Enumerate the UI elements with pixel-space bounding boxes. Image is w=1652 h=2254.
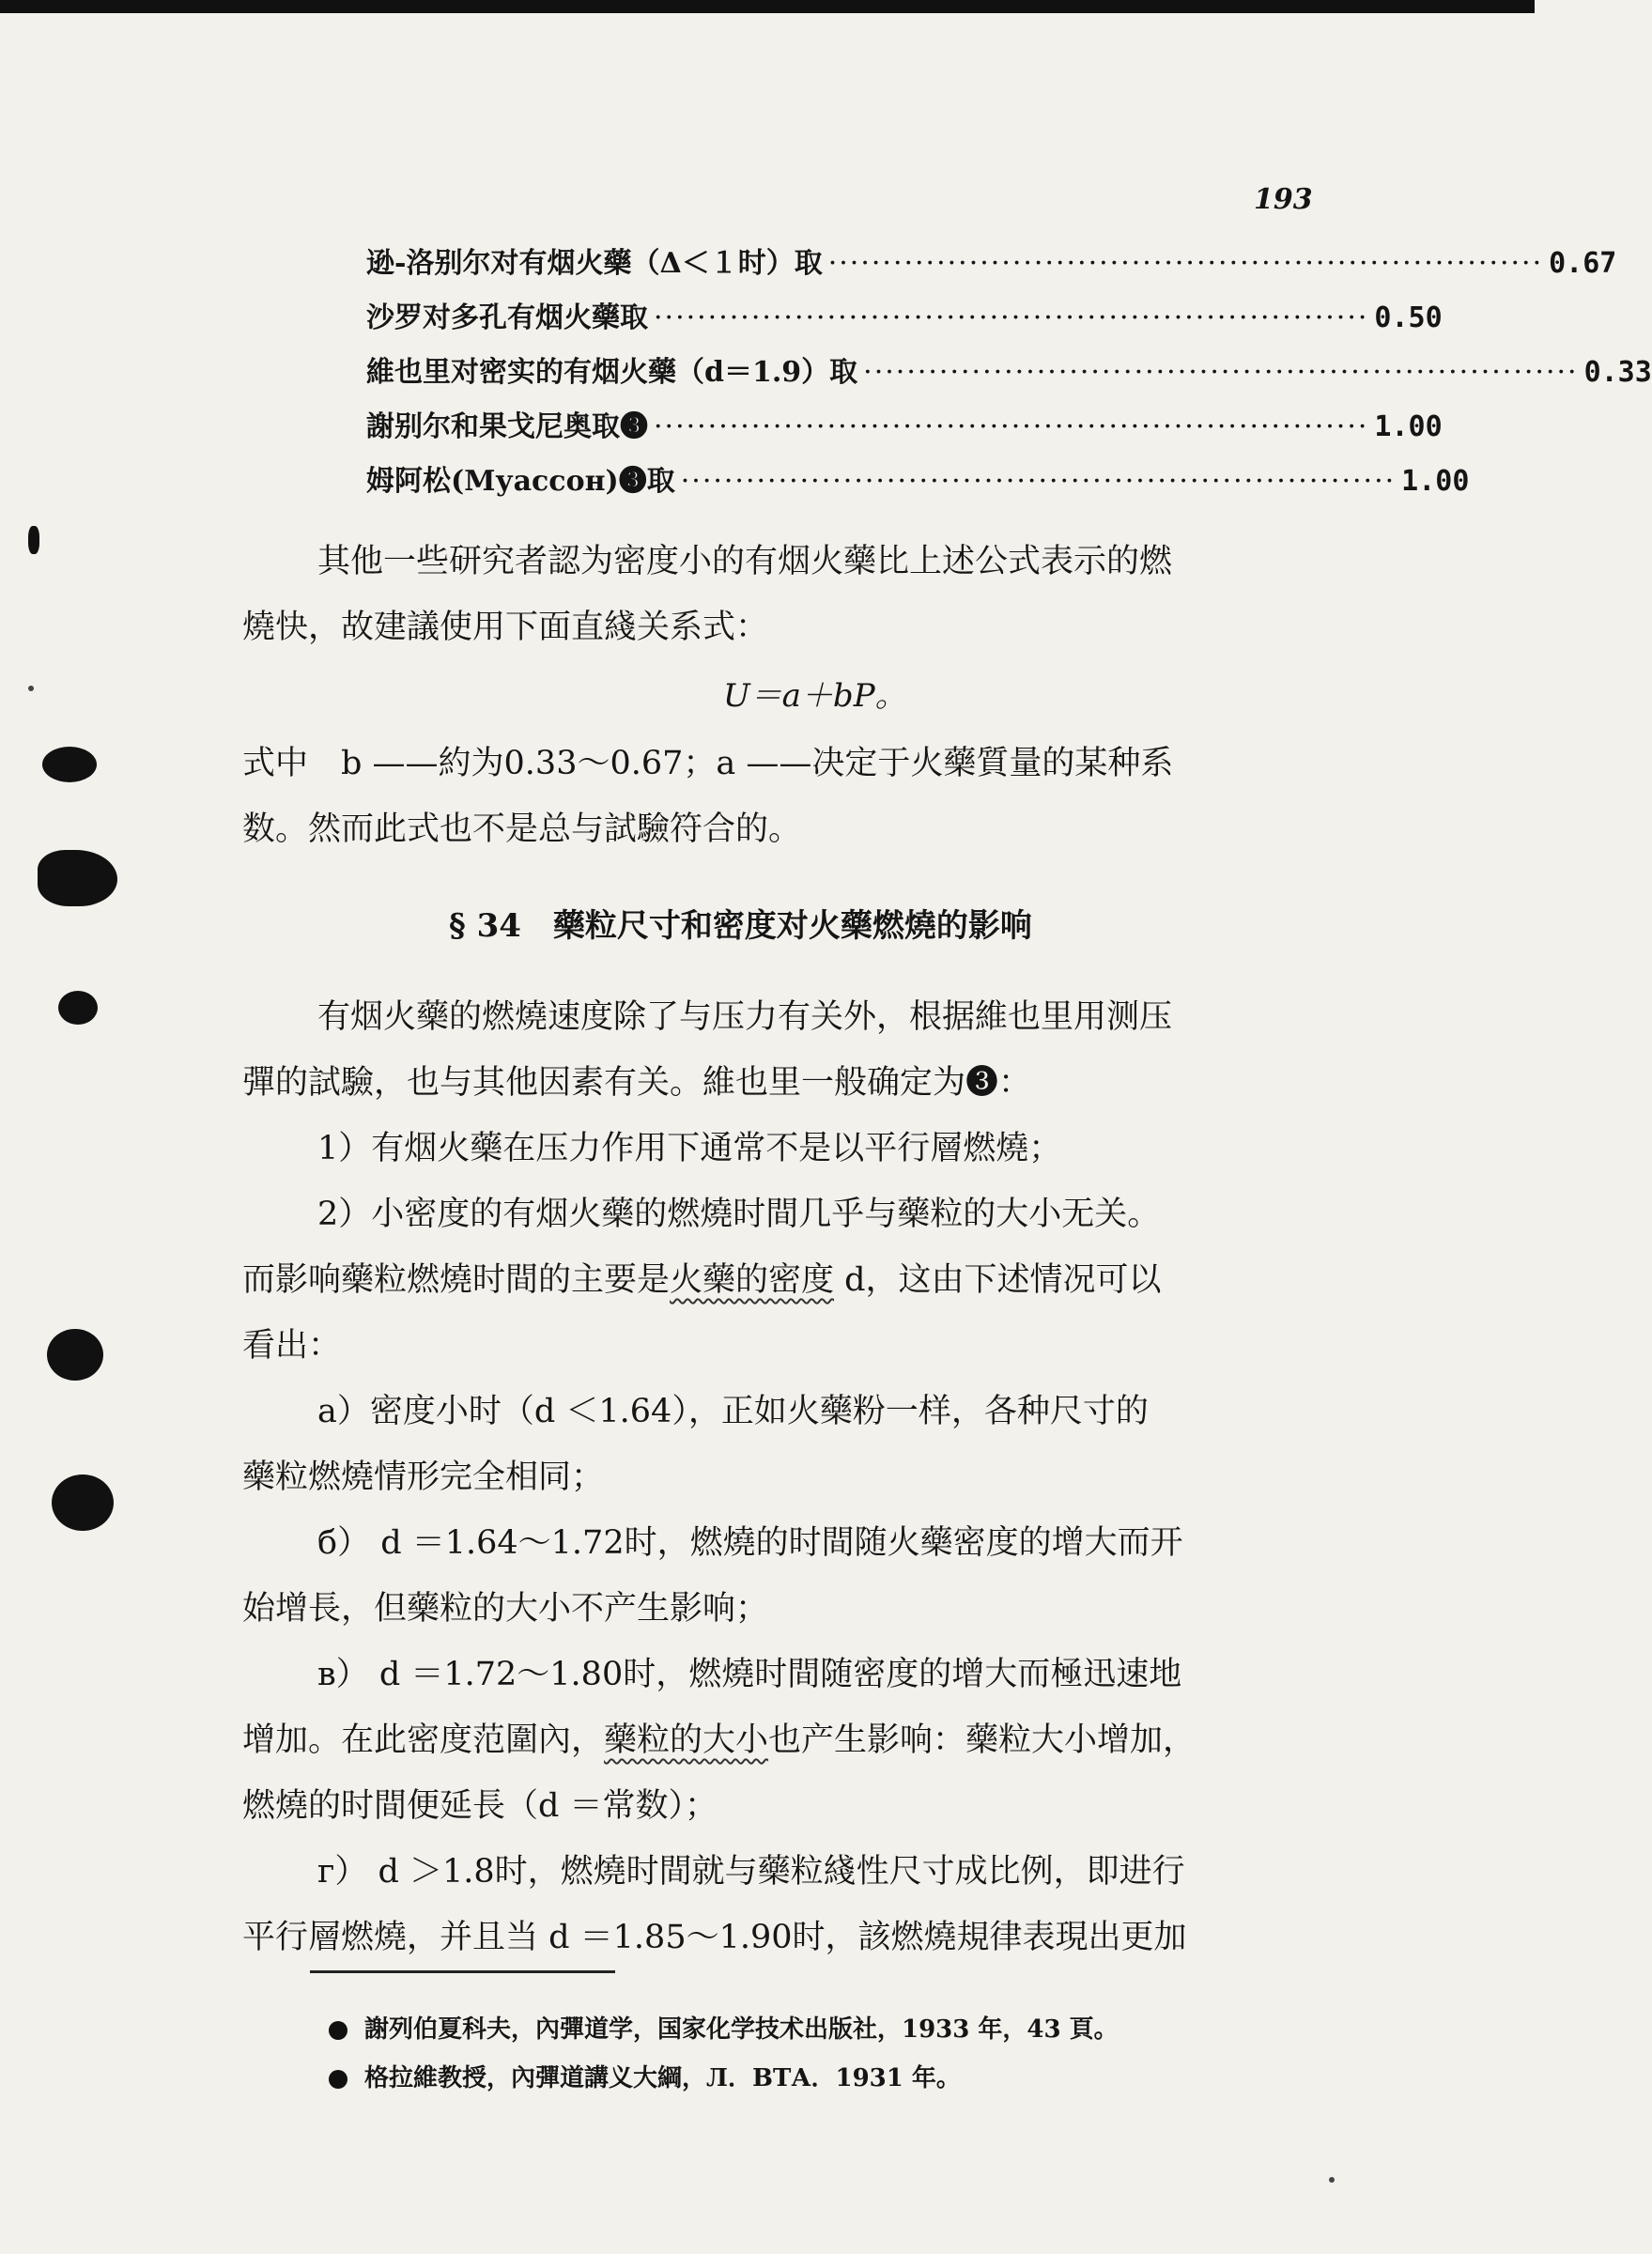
binder-hole-blot: [38, 850, 117, 906]
body-line: [242, 1254, 1162, 1301]
speck: [28, 686, 34, 691]
body-line: 平行層燃燒，并且当 d ＝1.85～1.90时，該燃燒規律表現出更加: [242, 1919, 1187, 1956]
coefficient-row: [366, 403, 1443, 457]
coefficient-label: 姆阿松(Муассон)❸取: [366, 465, 675, 498]
text-segment: 也产生影响：藥粒大小增加，: [768, 1721, 1197, 1759]
case-a: a）密度小时（d ＜1.64），正如火藥粉一样，各种尺寸的: [317, 1393, 1149, 1430]
body-line: 有烟火藥的燃燒速度除了与压力有关外，根据維也里用测压: [317, 998, 1173, 1036]
coefficient-value: 1.00: [1401, 465, 1470, 498]
top-border: [0, 0, 1535, 13]
leader-dots: ··································································: [654, 410, 1369, 443]
margin-mark: [28, 526, 39, 554]
coefficient-row: [366, 239, 1617, 294]
explanation-line: 式中 b ——約为0.33～0.67；a ——决定于火藥質量的某种系: [242, 745, 1174, 782]
text-segment: 增加。在此密度范圍內，: [242, 1721, 605, 1759]
text-segment: d，这由下述情况可以: [834, 1261, 1162, 1299]
coefficient-label: 沙罗对多孔有烟火藥取: [366, 301, 648, 334]
case-b: б） d ＝1.64～1.72时，燃燒的时間随火藥密度的增大而开: [317, 1524, 1183, 1562]
speck: [1329, 2177, 1335, 2183]
leader-dots: ··································································: [863, 356, 1579, 389]
leader-dots: ··································································: [680, 465, 1397, 498]
coefficient-value: 0.67: [1549, 247, 1617, 280]
coefficient-label: 逊-洛别尔对有烟火藥（Δ＜１时）取: [366, 247, 823, 280]
coefficient-row: [366, 457, 1470, 512]
coefficient-label: 謝别尔和果戈尼奥取❸: [366, 410, 648, 443]
leader-dots: ··································································: [654, 301, 1369, 334]
body-line: 藥粒燃燒情形完全相同；: [242, 1459, 605, 1496]
body-line: 始增長，但藥粒的大小不产生影响；: [242, 1590, 769, 1628]
footnote-text: 格拉維教授，內彈道講义大綱，Л．ВТА．1931 年。: [364, 2064, 961, 2092]
body-line: 看出：: [242, 1327, 342, 1365]
binder-hole-blot: [52, 1474, 114, 1531]
list-item-1: 1）有烟火藥在压力作用下通常不是以平行層燃燒；: [317, 1130, 1062, 1167]
emphasis-density: 火藥的密度: [670, 1261, 835, 1299]
footnote-text: 謝列伯夏科夫，內彈道学，国家化学技术出版社，1933 年，43 頁。: [364, 2015, 1119, 2044]
body-line: 燃燒的时間便延長（d ＝常数）；: [242, 1787, 718, 1825]
formula: U＝a＋bP。: [723, 677, 907, 715]
leader-dots: ··································································: [827, 247, 1544, 280]
coefficient-label: 維也里对密实的有烟火藥（d＝1.9）取: [366, 356, 858, 389]
coefficient-list: [366, 239, 1652, 512]
explanation-line: 数。然而此式也不是总与試驗符合的。: [242, 811, 802, 848]
footnote-marker-icon: [329, 2070, 347, 2089]
coefficient-row: [366, 294, 1443, 348]
coefficient-value: 0.33: [1583, 356, 1652, 389]
binder-hole-blot: [58, 991, 98, 1025]
coefficient-row: [366, 348, 1652, 403]
coefficient-value: 1.00: [1374, 410, 1443, 443]
footnote-1: [329, 2010, 1119, 2045]
text-segment: 而影响藥粒燃燒时間的主要是: [242, 1261, 671, 1299]
body-line: [242, 1714, 1196, 1761]
case-v: в） d ＝1.72～1.80时，燃燒时間随密度的增大而極迅速地: [317, 1656, 1182, 1693]
binder-hole-blot: [42, 747, 97, 782]
list-item-2: 2）小密度的有烟火藥的燃燒时間几乎与藥粒的大小无关。: [317, 1196, 1161, 1233]
paragraph-line: 其他一些研究者認为密度小的有烟火藥比上述公式表示的燃: [317, 543, 1173, 580]
footnote-marker-icon: [329, 2021, 347, 2040]
paragraph-line: 燒快，故建議使用下面直綫关系式：: [242, 609, 769, 646]
page-number: 193: [1254, 183, 1313, 216]
emphasis-grain-size: 藥粒的大小: [604, 1721, 769, 1759]
case-g: г） d ＞1.8时，燃燒时間就与藥粒綫性尺寸成比例，即进行: [317, 1853, 1185, 1891]
coefficient-value: 0.50: [1374, 301, 1443, 334]
footnote-rule: [310, 1970, 615, 1973]
binder-hole-blot: [47, 1329, 103, 1381]
body-line: 彈的試驗，也与其他因素有关。維也里一般确定为❸：: [242, 1064, 1032, 1102]
footnote-2: [329, 2059, 961, 2093]
section-heading: § 34 藥粒尺寸和密度对火藥燃燒的影响: [449, 907, 1032, 945]
